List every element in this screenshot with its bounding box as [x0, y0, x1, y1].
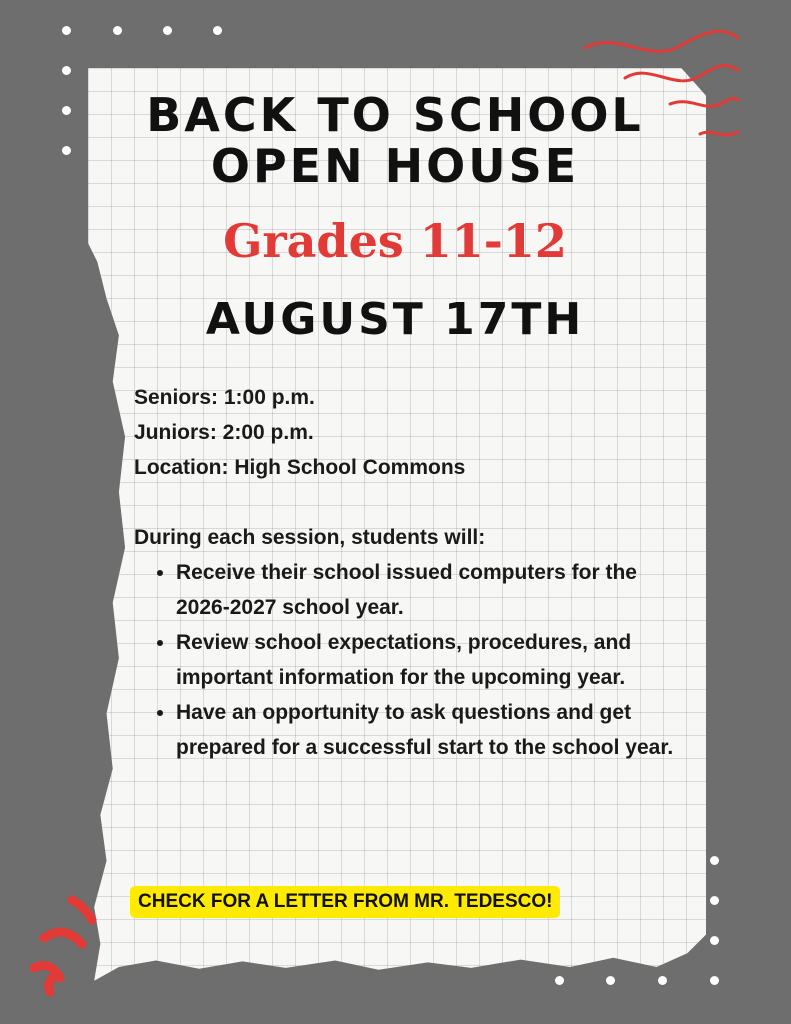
decor-dot: [658, 976, 667, 985]
title-line-2: OPEN HOUSE: [210, 139, 580, 193]
decor-dot: [62, 146, 71, 155]
decor-dot: [710, 976, 719, 985]
decor-dot: [113, 26, 122, 35]
decor-dot: [710, 896, 719, 905]
list-item: • Receive their school issued computers for the 2026-2027 school year.: [176, 555, 674, 625]
decor-dot: [163, 26, 172, 35]
title-line-1: BACK TO SCHOOL: [146, 88, 644, 142]
seniors-time: Seniors: 1:00 p.m.: [134, 386, 315, 409]
juniors-time: Juniors: 2:00 p.m.: [134, 421, 314, 444]
event-date: AUGUST 17TH: [205, 294, 585, 345]
decor-dot: [710, 936, 719, 945]
list-item: • Review school expectations, procedures, and important information for the upcoming year.: [176, 625, 674, 695]
decor-dot: [710, 856, 719, 865]
decor-dot: [62, 66, 71, 75]
decor-dot: [62, 106, 71, 115]
letter-notice-banner: CHECK FOR A LETTER FROM MR. TEDESCO!: [130, 886, 560, 918]
event-location: Location: High School Commons: [134, 456, 466, 479]
list-item: • Have an opportunity to ask questions and get prepared for a successful start to the school year.: [176, 695, 674, 765]
decor-dot: [555, 976, 564, 985]
session-intro: During each session, students will:: [134, 526, 486, 549]
event-details: [134, 380, 674, 765]
grades-subtitle: Grades 11-12: [223, 214, 567, 268]
decor-dot: [606, 976, 615, 985]
decor-dot: [213, 26, 222, 35]
decor-dot: [62, 26, 71, 35]
session-activities-list: [134, 555, 674, 765]
